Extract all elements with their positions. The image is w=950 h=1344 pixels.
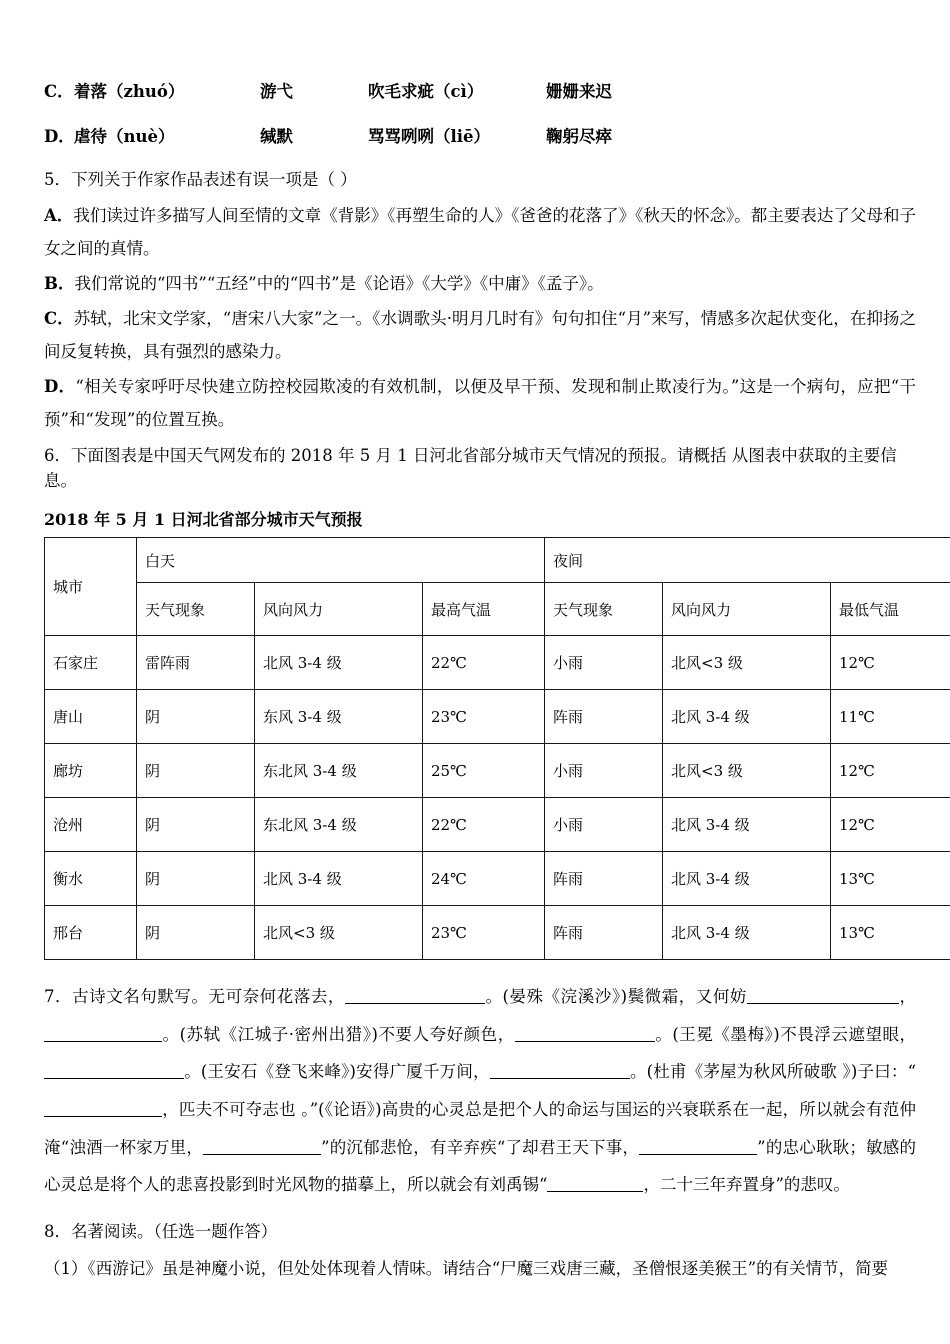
question-6-number: 6．: [44, 445, 71, 465]
table-row: [45, 906, 950, 960]
cell-night-wind: 北风 3-4 级: [663, 906, 831, 960]
header-nighttime: 夜间: [545, 538, 950, 583]
question-7: [44, 978, 916, 1204]
question-5-choice-a: [44, 199, 916, 265]
weather-forecast-table: [44, 537, 950, 960]
cell-night-wind: 北风<3 级: [663, 636, 831, 690]
answer-blank-6[interactable]: [490, 1063, 630, 1079]
option-c-word-4: 姗姗来迟: [546, 82, 612, 101]
cell-day-wind: 东北风 3-4 级: [255, 798, 423, 852]
choice-d-letter: D．: [44, 376, 76, 396]
header-city: 城市: [45, 538, 137, 636]
cell-day-high: 22℃: [423, 636, 545, 690]
option-d-word-3: 骂骂咧咧（liē）: [368, 127, 491, 146]
question-6-stem-text: 下面图表是中国天气网发布的 2018 年 5 月 1 日河北省部分城市天气情况的预报。请概括 从图表中获取的主要信息。: [44, 445, 897, 490]
q7-seg-14: ”的忠心耿耿；敏感的心灵总是将个人的悲喜投影到时光风物的描摹上，所以: [44, 1137, 917, 1195]
cell-day-wind: 东风 3-4 级: [255, 690, 423, 744]
choice-d-text: “相关专家呼吁尽快建立防控校园欺凌的有效机制，以便及早干预、发现和制止欺凌行为。”这是一个病句，应把“干预”和“发现”的位置互换。: [44, 376, 916, 429]
cell-city: 石家庄: [45, 636, 137, 690]
cell-night-phenomenon: 小雨: [545, 744, 663, 798]
option-c-word-2: 游弋: [260, 82, 293, 101]
choice-a-letter: A．: [44, 205, 74, 225]
cell-night-phenomenon: 阵雨: [545, 852, 663, 906]
q7-seg-6: 不畏浮云遮望眼，: [779, 1024, 917, 1044]
header-night-wind: 风向风力: [663, 583, 831, 636]
choice-b-letter: B．: [44, 273, 75, 293]
q7-seg-3: ，: [898, 987, 917, 1007]
cell-night-low: 12℃: [831, 798, 950, 852]
q7-seg-5: 。(王冕《墨梅》): [654, 1024, 780, 1044]
cell-day-phenomenon: 阴: [137, 690, 255, 744]
cell-night-phenomenon: 小雨: [545, 798, 663, 852]
table-row: [45, 852, 950, 906]
option-row-c: [44, 78, 916, 102]
answer-blank-7[interactable]: [44, 1101, 162, 1117]
question-5-stem: [44, 168, 916, 193]
header-daytime: 白天: [137, 538, 545, 583]
cell-city: 衡水: [45, 852, 137, 906]
q7-seg-7: 。(王安石《登飞来峰》)安得广厦千万间，: [184, 1062, 490, 1082]
table-row: [45, 690, 950, 744]
option-d-word-1: 虐待（nuè）: [74, 127, 175, 146]
option-c-letter: C．: [44, 82, 74, 101]
cell-city: 廊坊: [45, 744, 137, 798]
option-c-word-3: 吹毛求疵（cì）: [368, 82, 484, 101]
option-d-word-4: 鞠躬尽瘁: [546, 127, 612, 146]
answer-blank-2[interactable]: [747, 988, 899, 1004]
cell-night-low: 11℃: [831, 690, 950, 744]
weather-table-caption: 2018 年 5 月 1 日河北省部分城市天气预报: [44, 510, 363, 530]
answer-blank-4[interactable]: [515, 1026, 655, 1042]
cell-night-low: 12℃: [831, 636, 950, 690]
cell-night-phenomenon: 阵雨: [545, 906, 663, 960]
q7-seg-1: 古诗文名句默写。无可奈何花落去，: [72, 987, 345, 1007]
table-header-group-row: [45, 538, 950, 583]
table-row: [45, 636, 950, 690]
cell-night-wind: 北风 3-4 级: [663, 798, 831, 852]
choice-c-letter: C．: [44, 308, 74, 328]
question-5-number: 5．: [44, 170, 71, 189]
cell-day-phenomenon: 阴: [137, 798, 255, 852]
table-header-sub-row: [45, 583, 950, 636]
q7-seg-10: ，匹夫不可夺志也 。”(《论语》)高贵的心灵总是把个人: [162, 1100, 549, 1120]
q7-seg-12: ”的沉郁悲怆，有辛弃疾: [321, 1137, 497, 1157]
choice-b-text: 我们常说的“四书”“五经”中的“四书”是《论语》《大学》《中庸》《孟子》。: [74, 273, 604, 293]
question-5-choice-c: [44, 302, 916, 368]
option-row-d: [44, 123, 916, 147]
question-8-sub-1: （1）《西游记》虽是神魔小说，但处处体现着人情味。请结合“尸魔三戏唐三藏，圣僧恨逐美猴王”的有关情节，简要: [44, 1258, 889, 1278]
cell-night-phenomenon: 小雨: [545, 636, 663, 690]
question-8-stem: [44, 1220, 916, 1245]
cell-day-phenomenon: 阴: [137, 906, 255, 960]
choice-a-text: 我们读过许多描写人间至情的文章《背影》《再塑生命的人》《爸爸的花落了》《秋天的怀念》。都主要表达了父母和子女之间的真情。: [44, 205, 917, 258]
header-day-wind: 风向风力: [255, 583, 423, 636]
cell-night-low: 13℃: [831, 852, 950, 906]
q7-seg-8: 。: [629, 1062, 647, 1082]
cell-night-low: 12℃: [831, 744, 950, 798]
answer-blank-9[interactable]: [639, 1139, 757, 1155]
cell-city: 唐山: [45, 690, 137, 744]
q7-seg-13: “了却君王天下事，: [496, 1137, 640, 1157]
cell-city: 沧州: [45, 798, 137, 852]
cell-day-wind: 北风 3-4 级: [255, 636, 423, 690]
cell-day-high: 22℃: [423, 798, 545, 852]
cell-night-wind: 北风<3 级: [663, 744, 831, 798]
q7-seg-2: 。(晏殊《浣溪沙》)鬓微霜，又何妨: [484, 987, 747, 1007]
q7-seg-4: 。(苏轼《江城子·密州出猎》)不要人夸好颜色，: [162, 1024, 515, 1044]
header-day-phenomenon: 天气现象: [137, 583, 255, 636]
option-d-letter: D．: [44, 127, 75, 146]
question-5-choice-b: [44, 267, 916, 300]
question-5-stem-text: 下列关于作家作品表述有误一项是（ ）: [71, 170, 357, 189]
cell-night-low: 13℃: [831, 906, 950, 960]
q7-seg-16: ，二十三年弃置身”的悲叹。: [643, 1175, 850, 1195]
cell-day-wind: 北风 3-4 级: [255, 852, 423, 906]
question-8-number: 8．: [44, 1221, 71, 1241]
answer-blank-1[interactable]: [345, 988, 485, 1004]
option-d-word-2: 缄默: [260, 127, 293, 146]
header-day-high-temp: 最高气温: [423, 583, 545, 636]
cell-day-phenomenon: 阴: [137, 852, 255, 906]
cell-day-phenomenon: 阴: [137, 744, 255, 798]
cell-day-high: 23℃: [423, 690, 545, 744]
cell-city: 邢台: [45, 906, 137, 960]
cell-day-high: 24℃: [423, 852, 545, 906]
page-content: [44, 78, 916, 1284]
question-5-choice-d: [44, 370, 916, 436]
cell-day-wind: 北风<3 级: [255, 906, 423, 960]
cell-night-phenomenon: 阵雨: [545, 690, 663, 744]
answer-blank-5[interactable]: [44, 1063, 184, 1079]
question-8-stem-text: 名著阅读。（任选一题作答）: [71, 1221, 278, 1241]
cell-day-phenomenon: 雷阵雨: [137, 636, 255, 690]
header-night-phenomenon: 天气现象: [545, 583, 663, 636]
cell-night-wind: 北风 3-4 级: [663, 690, 831, 744]
cell-night-wind: 北风 3-4 级: [663, 852, 831, 906]
q7-seg-15: 就会有刘禹锡“: [440, 1175, 548, 1195]
answer-blank-3[interactable]: [44, 1026, 162, 1042]
question-6-stem: [44, 444, 916, 494]
cell-day-high: 25℃: [423, 744, 545, 798]
question-7-number: 7．: [44, 987, 73, 1007]
answer-blank-8[interactable]: [203, 1139, 321, 1155]
q7-seg-9: (杜甫《茅屋为秋风所破歌 》)子曰：“: [646, 1062, 917, 1082]
answer-blank-10[interactable]: [547, 1176, 643, 1192]
header-night-low-temp: 最低气温: [831, 583, 950, 636]
choice-c-text: 苏轼，北宋文学家，“唐宋八大家”之一。《水调歌头·明月几时有》句句扣住“月”来写，情感多次起伏变化，在抑扬之间反复转换，具有强烈的感染力。: [44, 308, 916, 361]
table-row: [45, 798, 950, 852]
cell-day-high: 23℃: [423, 906, 545, 960]
table-row: [45, 744, 950, 798]
cell-day-wind: 东北风 3-4 级: [255, 744, 423, 798]
q7-seg-11: 的命运与国运的兴衰联系在一起，所以就会有范仲淹“浊酒一杯家万里，: [44, 1100, 917, 1157]
option-c-word-1: 着落（zhuó）: [74, 82, 185, 101]
